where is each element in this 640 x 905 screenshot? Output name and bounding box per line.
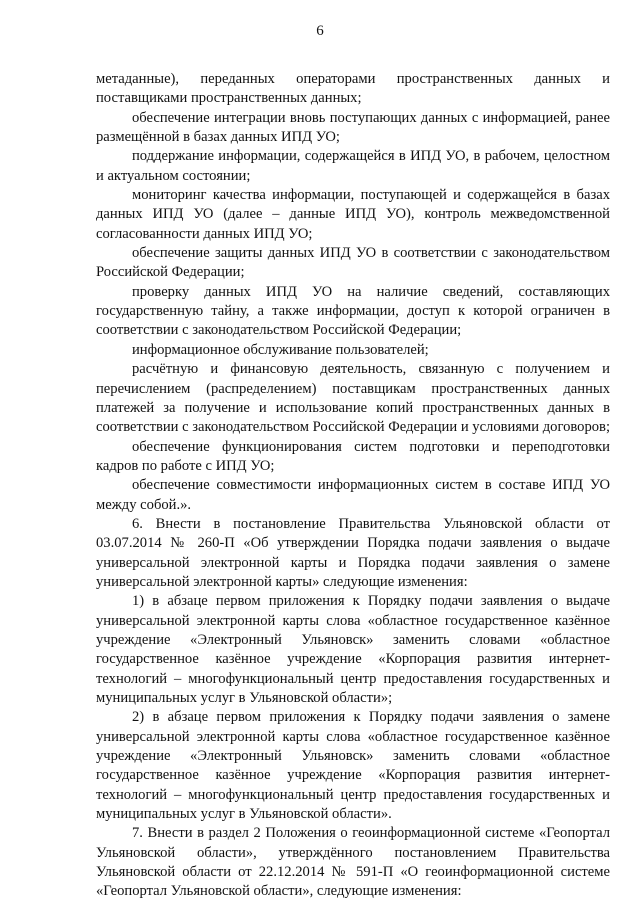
page-number: 6 (316, 23, 324, 39)
paragraph-11-item-6: 6. Внести в постановление Правительства Ульяновской области от 03.07.2014 № 260-П «Об утверждении Порядка подачи заявления о выдаче универсальной электронной карты и Порядка подачи заявления о замене универсальной электронной карты» следующие изменения: (96, 515, 610, 590)
paragraph-12-subitem-1: 1) в абзаце первом приложения к Порядку подачи заявления о выдаче универсальной электронной карты слова «областное государственное казённое учреждение «Электронный Ульяновск» заменить словами «областное государственное казённое учреждение «Корпорация развития интернет-технологий – многофункциональный центр предоставления государственных и муниципальных услуг в Ульяновской области»; (96, 593, 610, 706)
paragraph-5-data-protection: обеспечение защиты данных ИПД УО в соответствии с законодательством Российской Федерации; (96, 245, 610, 281)
paragraph-1-metadata-continuation: метаданные), переданных операторами пространственных данных и поставщиками пространственных данных; (96, 71, 610, 107)
document-body (96, 70, 610, 902)
paragraph-7-user-service: информационное обслуживание пользователей; (132, 341, 429, 358)
paragraph-6-secrecy-check: проверку данных ИПД УО на наличие сведений, составляющих государственную тайну, а также информации, доступ к которой ограничен в соответствии с законодательством Российской Федерации; (96, 283, 610, 339)
paragraph-13-subitem-2: 2) в абзаце первом приложения к Порядку подачи заявления о замене универсальной электронной карты слова «областное государственное казённое учреждение «Электронный Ульяновск» заменить словами «областное государственное казённое учреждение «Корпорация развития интернет-технологий – многофункциональный центр предоставления государственных и муниципальных услуг в Ульяновской области». (96, 709, 610, 823)
paragraph-14-item-7: 7. Внести в раздел 2 Положения о геоинформационной системе «Геопортал Ульяновской области», утверждённого постановлением Правительства Ульяновской области от 22.12.2014 № 591-П «О геоинформационной системе «Геопортал Ульяновской области», следующие изменения: (96, 825, 610, 900)
paragraph-3-information-maintenance: поддержание информации, содержащейся в ИПД УО, в рабочем, целостном и актуальном состоянии; (96, 148, 610, 184)
paragraph-10-system-compatibility: обеспечение совместимости информационных систем в составе ИПД УО между собой.». (96, 477, 610, 513)
paragraph-8-financial-activity: расчётную и финансовую деятельность, связанную с получением и перечислением (распределением) поставщикам пространственных данных платежей за получение и использование копий пространственных данных в соответствии с законодательством Российской Федерации и условиями договоров; (96, 361, 611, 436)
paragraph-9-staff-training: обеспечение функционирования систем подготовки и переподготовки кадров по работе с ИПД УО; (96, 438, 610, 474)
paragraph-4-quality-monitoring: мониторинг качества информации, поступающей и содержащейся в базах данных ИПД УО (далее – данные ИПД УО), контроль межведомственной согласованности данных ИПД УО; (96, 187, 610, 242)
paragraph-2-data-integration: обеспечение интеграции вновь поступающих данных с информацией, ранее размещённой в базах данных ИПД УО; (96, 109, 610, 146)
